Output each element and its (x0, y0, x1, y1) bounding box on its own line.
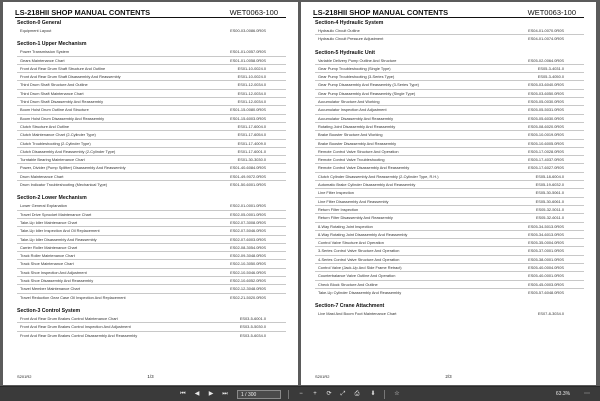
entry-title: Gear Pump Disassembly And Reassembly (3-Series Type) (318, 82, 419, 88)
entry-code: ES05-40-0001.0R0S (528, 273, 564, 279)
entry-title: Front And Rear Drum Brakes Control Inspection And Adjustment (20, 324, 131, 330)
entry-code: ES02-07-6003.0R0S (230, 236, 266, 242)
entry-title: Gear Pump Troubleshooting (3-Series Type) (318, 74, 395, 80)
entry-code: ES05-30-6061.0 (535, 198, 564, 204)
entry-title: Line Filter Inspection (318, 190, 354, 196)
page-number: 1/3 (147, 374, 154, 379)
entry-title: Track Shoe Disassembly And Reassembly (20, 278, 94, 284)
section-heading: Section-4 Hydraulic System (315, 20, 384, 26)
contents-row (17, 73, 286, 81)
entry-code: ES01-01-0057.0R0S (230, 49, 266, 55)
entry-code: ES05-02-0064.0R0S (528, 57, 564, 63)
zoom-level[interactable]: 63.3% (555, 391, 571, 397)
entry-code: ES01-12-0034.0 (237, 82, 266, 88)
entry-title: Third Drum Shaft Structure And Outline (20, 82, 88, 88)
entry-title: Drum Maintenance Chart (20, 173, 64, 179)
entry-code: ES05-03-6050.0R0S (528, 90, 564, 96)
contents-row (17, 219, 286, 227)
entry-title: Power Transmission System (20, 49, 70, 55)
entry-title: 8-Way Rotating Joint Inspection (318, 223, 373, 229)
contents-row (17, 131, 286, 139)
contents-row (17, 323, 286, 331)
viewer-toolbar (0, 386, 600, 401)
section-heading: Section-2 Lower Mechanism (17, 195, 87, 202)
contents-row (315, 65, 584, 73)
entry-code: ES01-17-6004.0 (237, 123, 266, 129)
contents-row (315, 198, 584, 206)
entry-title: Clutch Maintenance Chart (2-Cylinder Type) (20, 132, 96, 138)
zoom-in-icon[interactable]: + (313, 391, 317, 397)
entry-code: ES04-01-0074.0R0S (528, 36, 564, 42)
first-page-icon[interactable]: ⏮ (180, 391, 186, 397)
contents-row (17, 140, 286, 148)
entry-title: Check Block Structure And Outline (318, 281, 378, 287)
entry-title: Return Filter Inspection (318, 206, 359, 212)
contents-row (17, 294, 286, 302)
next-page-icon[interactable]: ▶ (208, 391, 214, 397)
entry-code: ES02-01-0001.0R0S (230, 203, 266, 209)
entry-code: ES04-01-0070.0R0S (528, 28, 564, 33)
entry-code: ES01-12-0034.0 (237, 99, 266, 105)
entry-title: Counterbalance Valve Outline And Operation (318, 273, 396, 279)
document-page-right (301, 2, 596, 385)
entry-code: ES02-09-3048.0R0S (230, 253, 266, 259)
entry-code: ES05-57-6048.0R0S (528, 289, 564, 295)
contents-row (315, 206, 584, 214)
contents-row (17, 164, 286, 172)
page-title: LS-218HII SHOP MANUAL CONTENTS (313, 8, 449, 17)
contents-row (17, 227, 286, 235)
contents-row (315, 239, 584, 247)
entry-code: ES05-08-6020.0R0S (528, 123, 564, 129)
contents-row (315, 289, 584, 297)
contents-row (17, 81, 286, 89)
entry-title: Power, Divider (Pump Splitter) Disassembly And Reassembly (20, 165, 126, 171)
entry-code: ES05-10-6005.0R0S (528, 140, 564, 146)
entry-title: Gear Pump Troubleshooting (Single Type) (318, 65, 391, 71)
entry-title: Clutch Cylinder Disassembly And Reassembly (2-Cylinder Type, R.H.) (318, 173, 439, 179)
entry-code: ES07-8-3034.0 (537, 311, 564, 317)
entry-code: ES02-07-3008.0R0S (230, 219, 266, 225)
contents-row (315, 57, 584, 65)
entry-code: ES01-50-6001.0R0S (230, 182, 266, 188)
contents-row (17, 260, 286, 268)
entry-code: ES05-35-0004.0R0S (528, 240, 564, 246)
section-heading: Section-3 Control System (17, 307, 81, 314)
contents-row (315, 189, 584, 197)
contents-row (315, 247, 584, 255)
contents-row (315, 123, 584, 131)
fit-page-icon[interactable]: ⤢ (340, 391, 346, 397)
entry-title: Hydraulic Circuit Outline (318, 28, 360, 33)
entry-title: Clutch Disassembly And Reassembly (2-Cylinder Type) (20, 148, 116, 154)
page-title: LS-218HII SHOP MANUAL CONTENTS (15, 8, 151, 17)
entry-title: Front And Rear Drum Brakes Control Disassembly And Reassembly (20, 332, 138, 338)
entry-code: ES05-32-6011.0 (535, 215, 564, 221)
contents-row (17, 27, 286, 35)
previous-page-icon[interactable]: ◀ (194, 391, 200, 397)
entry-title: 4-Series Control Valve Structure And Operation (318, 256, 400, 262)
contents-row (17, 173, 286, 181)
entry-code: ES00-03-0086.0R0S (230, 28, 266, 33)
toolbar-divider (384, 390, 385, 399)
section-heading: Section-5 Hydraulic Unit (315, 49, 375, 56)
entry-title: Front And Rear Drum Brakes Control Maintenance Chart (20, 315, 118, 321)
entry-title: Accumulator Inspection And Adjustment (318, 107, 387, 113)
entry-title: Remote Control Valve Troubleshooting (318, 157, 385, 163)
section-heading: Section-1 Upper Mechanism (17, 41, 87, 48)
entry-code: ES05-32-5011.0 (535, 206, 564, 212)
entry-title: Lower General Explanation (20, 203, 67, 209)
zoom-out-icon[interactable]: − (299, 391, 303, 397)
contents-row (315, 27, 584, 35)
entry-title: Automatic Brake Cylinder Disassembly And Reassembly (318, 182, 416, 188)
entry-title: Travel Reduction Gear Case Oil Inspection And Replacement (20, 294, 126, 300)
contents-row (315, 272, 584, 280)
entry-title: Control Valve Structure And Operation (318, 240, 384, 246)
entry-code: ES01-10-0024.0 (237, 65, 266, 71)
entry-title: Take-Up Idler Disassembly And Reassembly (20, 236, 97, 242)
section-heading: Section-7 Crane Attachment (315, 303, 385, 310)
contents-row (17, 90, 286, 98)
entry-title: Carrier Roller Maintenance Chart (20, 244, 78, 250)
entry-title: Variable Delivery Pump Outline And Structure (318, 57, 397, 63)
entry-code: ES05-10-0019.0R0S (528, 132, 564, 138)
footer-code: S201R2 (315, 374, 330, 379)
contents-row (17, 48, 286, 56)
contents-row (17, 181, 286, 189)
contents-row (17, 106, 286, 114)
entry-code: ES05-34-6013.0R0S (528, 231, 564, 237)
entry-code: ES05-38-0001.0R0S (528, 256, 564, 262)
entry-code: ES02-10-5046.0R0S (230, 269, 266, 275)
entry-title: Third Drum Shaft Maintenance Chart (20, 90, 84, 96)
entry-code: ES05-05-5031.0R0S (528, 107, 564, 113)
contents-list (17, 20, 286, 340)
entry-code: ES01-40-6084.0R0S (230, 165, 266, 171)
entry-code: ES05-40-0004.0R0S (528, 265, 564, 271)
contents-row (315, 231, 584, 239)
contents-row (315, 264, 584, 272)
entry-title: Travel Member Maintenance Chart (20, 286, 80, 292)
entry-code: ES02-07-5046.0R0S (230, 228, 266, 234)
entry-title: Accumulator Structure And Working (318, 99, 380, 105)
contents-list (315, 20, 584, 319)
contents-row (315, 281, 584, 289)
entry-title: Remote Control Valve Structure And Operation (318, 148, 399, 154)
entry-title: Front And Rear Drum Shaft Disassembly And Reassembly (20, 74, 121, 80)
page-number-input[interactable] (237, 390, 281, 399)
print-icon[interactable]: ⎙ (354, 391, 360, 397)
page-number: 2/3 (445, 374, 452, 379)
entry-title: Clutch Structure And Outline (20, 123, 70, 129)
contents-row (315, 181, 584, 189)
entry-title: Take-Up Idler Maintenance Chart (20, 219, 78, 225)
contents-row (315, 223, 584, 231)
entry-title: Control Valve (Jack-Up And Side Frame Retract) (318, 265, 402, 271)
entry-title: Remote Control Valve Disassembly And Reassembly (318, 165, 410, 171)
entry-code: ES05-3-4031.0 (537, 65, 564, 71)
contents-row (315, 256, 584, 264)
entry-title: Track Shoe Maintenance Chart (20, 261, 74, 267)
entry-title: Line Filter Disassembly And Reassembly (318, 198, 389, 204)
entry-title: Hydraulic Circuit Pressure Adjustment (318, 36, 384, 42)
entry-code: ES02-08-3054.0R0S (230, 244, 266, 250)
contents-row (17, 285, 286, 293)
entry-code: ES02-05-0001.0R0S (230, 211, 266, 217)
page-header (313, 8, 584, 18)
contents-row (315, 90, 584, 98)
entry-title: Gears Maintenance Chart (20, 57, 65, 63)
entry-code: ES01-10-0024.0 (237, 74, 266, 80)
contents-row (17, 98, 286, 106)
contents-row (17, 315, 286, 323)
entry-code: ES05-19-6032.0 (535, 182, 564, 188)
entry-code: ES03-5-6001.0 (239, 315, 266, 321)
entry-title: Boom Hoist Drum Outline And Structure (20, 107, 89, 113)
contents-row (315, 115, 584, 123)
entry-code: ES01-15-0080.0R0S (230, 107, 266, 113)
contents-row (315, 140, 584, 148)
entry-title: Travel Drive Sprocket Maintenance Chart (20, 211, 92, 217)
entry-code: ES02-21-5020.0R0S (230, 294, 266, 300)
footer-code: S201R2 (17, 374, 32, 379)
entry-code: ES03-5-6034.0 (239, 332, 266, 338)
download-icon[interactable]: ⬇ (370, 391, 376, 397)
contents-row (315, 98, 584, 106)
contents-row (17, 148, 286, 156)
entry-code: ES02-12-3048.0R0S (230, 286, 266, 292)
contents-row (17, 332, 286, 340)
entry-title: Live Mast And Boom Foot Maintenance Chart (318, 311, 397, 317)
contents-row (315, 156, 584, 164)
entry-code: ES05-17-4037.0R0S (528, 157, 564, 163)
entry-title: Third Drum Shaft Disassembly And Reassembly (20, 99, 104, 105)
contents-row (17, 65, 286, 73)
entry-code: ES05-03-6040.0R0S (528, 82, 564, 88)
entry-code: ES05-17-6027.0R0S (528, 165, 564, 171)
entry-code: ES01-17-6054.0 (237, 132, 266, 138)
contents-row (17, 123, 286, 131)
contents-row (17, 269, 286, 277)
entry-title: Track Roller Maintenance Chart (20, 253, 75, 259)
contents-row (17, 236, 286, 244)
entry-title: Take-Up Idler Inspection And Oil Replacement (20, 228, 100, 234)
entry-code: ES01-15-6003.0R0S (230, 115, 266, 121)
entry-title: Return Filter Disassembly And Reassembly (318, 215, 393, 221)
document-page-left (3, 2, 298, 385)
entry-title: Brake Booster Disassembly And Reassembly (318, 140, 397, 146)
menu-icon[interactable]: ⋯ (584, 391, 590, 397)
entry-code: ES05-05-0030.0R0S (528, 99, 564, 105)
contents-row (315, 148, 584, 156)
entry-code: ES05-45-0003.0R0S (528, 281, 564, 287)
contents-row (315, 131, 584, 139)
entry-title: Brake Booster Structure And Working (318, 132, 383, 138)
contents-row (17, 202, 286, 210)
entry-title: 8-Way Rotating Joint Disassembly And Reassembly (318, 231, 408, 237)
entry-code: ES05-3-4050.0 (537, 74, 564, 80)
contents-row (315, 173, 584, 181)
contents-row (17, 115, 286, 123)
entry-code: ES05-05-6030.0R0S (528, 115, 564, 121)
entry-code: ES02-10-6052.0R0S (230, 278, 266, 284)
entry-title: Take-Up Cylinder Disassembly And Reassembly (318, 289, 402, 295)
contents-row (315, 73, 584, 81)
contents-row (315, 310, 584, 318)
document-code: WET0063-100 (229, 8, 278, 17)
contents-row (17, 211, 286, 219)
contents-row (17, 252, 286, 260)
entry-title: Turntable Bearing Maintenance Chart (20, 157, 85, 163)
bookmark-icon[interactable]: ☆ (394, 391, 400, 397)
contents-row (315, 164, 584, 172)
entry-code: ES05-30-5061.0 (535, 190, 564, 196)
entry-code: ES05-37-0001.0R0S (528, 248, 564, 254)
entry-title: 3-Series Control Valve Structure And Operation (318, 248, 400, 254)
contents-row (17, 57, 286, 65)
entry-code: ES03-5-5030.0 (239, 324, 266, 330)
entry-code: ES05-17-0028.0R0S (528, 148, 564, 154)
entry-code: ES05-34-5013.0R0S (528, 223, 564, 229)
entry-title: Rotating Joint Disassembly And Reassembly (318, 123, 396, 129)
entry-code: ES01-17-4009.0 (237, 140, 266, 146)
entry-title: Clutch Troubleshooting (2-Cylinder Type) (20, 140, 91, 146)
contents-row (315, 106, 584, 114)
contents-row (17, 156, 286, 164)
entry-code: ES01-12-0034.0 (237, 90, 266, 96)
contents-row (315, 81, 584, 89)
entry-code: ES05-18-6004.0 (535, 173, 564, 179)
entry-title: Equipment Layout (20, 28, 52, 33)
entry-code: ES01-01-0058.0R0S (230, 57, 266, 63)
contents-row (17, 244, 286, 252)
contents-row (315, 214, 584, 222)
contents-row (17, 277, 286, 285)
section-heading: Section-0 General (17, 20, 62, 26)
page-header (15, 8, 286, 18)
last-page-icon[interactable]: ⏭ (222, 391, 228, 397)
entry-title: Gear Pump Disassembly And Reassembly (Single Type) (318, 90, 416, 96)
toolbar-divider (288, 390, 289, 399)
entry-title: Accumulator Disassembly And Reassembly (318, 115, 394, 121)
contents-row (315, 35, 584, 43)
entry-title: Drum Indicator Troubleshooting (Mechanical Type) (20, 182, 108, 188)
document-code: WET0063-100 (527, 8, 576, 17)
entry-title: Front And Rear Drum Shaft Structure And Outline (20, 65, 106, 71)
entry-title: Boom Hoist Drum Disassembly And Reassembly (20, 115, 105, 121)
entry-code: ES02-10-3050.0R0S (230, 261, 266, 267)
entry-code: ES01-17-6001.0 (237, 148, 266, 154)
entry-title: Track Shoe Inspection And Adjustment (20, 269, 87, 275)
rotate-icon[interactable]: ⟳ (326, 391, 332, 397)
entry-code: ES01-30-3030.0 (237, 157, 266, 163)
entry-code: ES01-49-9072.0R0S (230, 173, 266, 179)
